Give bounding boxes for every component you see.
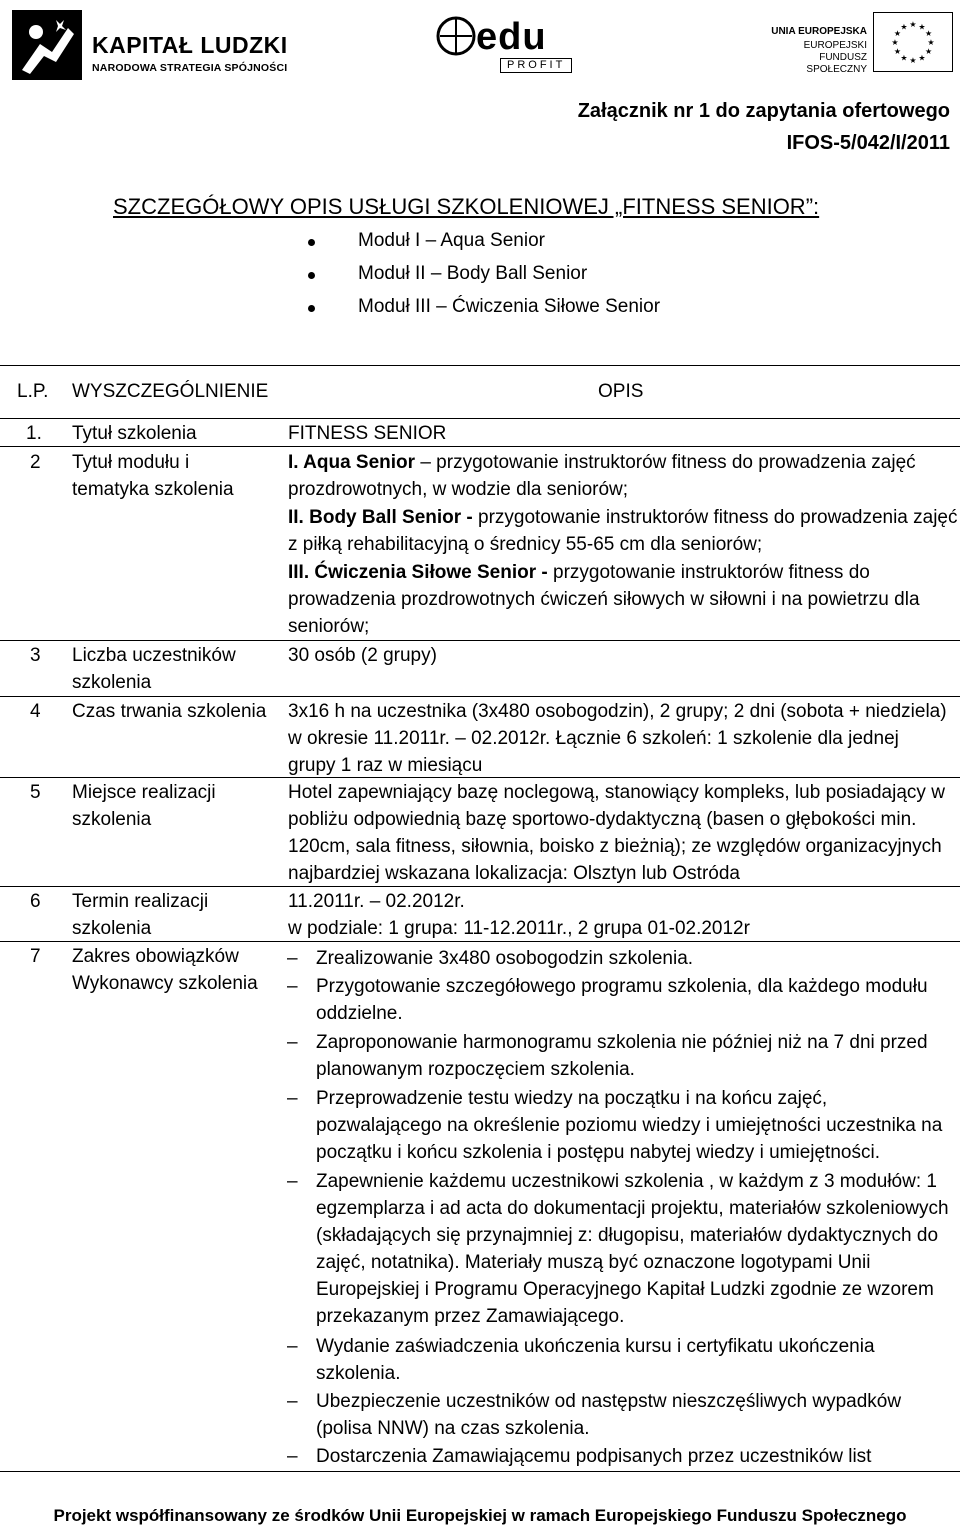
eu-star-icon: ★ [927,38,935,47]
eu-star-icon: ★ [918,22,926,32]
eu-star-icon: ★ [900,53,908,63]
edu-text: edu [476,16,547,58]
row-number: 3 [30,645,41,666]
list-dash: – [287,1446,298,1467]
row-number: 7 [30,946,41,967]
eu-star-icon: ★ [918,53,926,63]
list-item: Dostarczenia Zamawiającemu podpisanych przez uczestników list [316,1446,872,1467]
page-title: SZCZEGÓŁOWY OPIS USŁUGI SZKOLENIOWEJ „FITNESS SENIOR”: [113,194,820,219]
edu-profit-text: PROFIT [500,58,572,73]
attachment-line1: Załącznik nr 1 do zapytania ofertowego [577,100,950,122]
list-dash: – [287,1171,298,1192]
eu-flag-icon [873,12,953,72]
row-value: 3x16 h na uczestnika (3x480 osobogodzin), 2 grupy; 2 dni (sobota + niedziela) w okresie 11.2011r. – 02.2012r. Łącznie 6 szkoleń: 1 szkolenie dla jednej grupy 1 raz w miesiącu [288,701,947,776]
list-item: Zrealizowanie 3x480 osobogodzin szkolenia. [316,948,694,969]
row-label: Tytuł szkolenia [72,423,197,444]
list-item: Przygotowanie szczegółowego programu szkolenia, dla każdego modułu oddzielne. [316,976,928,1024]
list-dash: – [287,976,298,997]
kapital-ludzki-logo [12,10,302,80]
row-number: 5 [30,782,41,803]
eu-star-icon: ★ [925,29,933,38]
table-head-lp: L.P. [17,381,49,402]
ue-line3: FUNDUSZ SPOŁECZNY [806,52,867,75]
table-head-opis: OPIS [598,381,644,402]
list-item: Wydanie zaświadczenia ukończenia kursu i certyfikatu ukończenia szkolenia. [316,1336,875,1384]
eu-star-icon: ★ [909,20,917,29]
list-dash: – [287,1336,298,1357]
list-item: Zaproponowanie harmonogramu szkolenia nie później niż na 7 dni przed planowanym rozpoczęciem szkolenia. [316,1032,928,1080]
eu-star-icon: ★ [925,47,933,56]
eu-star-icon: ★ [900,22,908,32]
footer-note: Projekt współfinansowany ze środków Unii Europejskiej w ramach Europejskiego Funduszu Społecznego [53,1506,907,1525]
eu-star-icon: ★ [891,38,899,47]
eu-star-icon: ★ [909,56,917,65]
ue-line2: EUROPEJSKI [803,40,867,51]
module-description: I. Aqua Senior – przygotowanie instruktorów fitness do prowadzenia zajęć prozdrowotnych, w wodzie dla seniorów; [288,452,916,500]
eu-star-icon: ★ [893,47,901,56]
list-dash: – [287,1391,298,1412]
list-item: Ubezpieczenie uczestników od następstw nieszczęśliwych wypadków (polisa NNW) na czas szkolenia. [316,1391,902,1439]
list-dash: – [287,1032,298,1053]
kapital-ludzki-emblem-icon [12,10,82,80]
row-value: w podziale: 1 grupa: 11-12.2011r., 2 grupa 01-02.2012r [288,918,750,939]
row-value: 30 osób (2 grupy) [288,645,437,666]
module-item: Moduł I – Aqua Senior [320,230,545,252]
row-number: 4 [30,701,41,722]
kl-subtitle: NARODOWA STRATEGIA SPÓJNOŚCI [92,62,288,74]
eu-star-icon: ★ [893,29,901,38]
module-description: II. Body Ball Senior - przygotowanie instruktorów fitness do prowadzenia zajęć z piłką rehabilitacyjną o średnicy 55-65 cm dla seniorów; [288,507,958,555]
row-number: 2 [30,452,41,473]
row-number: 1. [26,423,42,444]
row-number: 6 [30,891,41,912]
row-label: Tytuł modułu i tematyka szkolenia [72,452,234,500]
eu-logo [758,12,953,74]
row-value: Hotel zapewniający bazę noclegową, stanowiący kompleks, lub posiadający w pobliżu odpowiednią bazę sportowo-dydaktyczną (basen o głębokości min. 120cm, sala fitness, siłownia, boisko z bieżnią); ze względów organizacyjnych najbardziej wskazana lokalizacja: Olsztyn lub Ostróda [288,782,945,884]
row-label: Miejsce realizacji szkolenia [72,782,216,830]
row-label: Termin realizacji szkolenia [72,891,209,939]
row-label: Liczba uczestników szkolenia [72,645,236,693]
list-dash: – [287,1088,298,1109]
module-item: Moduł II – Body Ball Senior [320,263,587,285]
row-value: 11.2011r. – 02.2012r. [288,891,465,912]
row-value: FITNESS SENIOR [288,423,447,444]
kl-title: KAPITAŁ LUDZKI [92,32,288,58]
row-label: Czas trwania szkolenia [72,701,267,722]
module-description: III. Ćwiczenia Siłowe Senior - przygotowanie instruktorów fitness do prowadzenia prozdrowotnych ćwiczeń siłowych w siłowni i na powietrzu dla seniorów; [288,562,920,637]
ue-line1: UNIA EUROPEJSKA [771,26,867,37]
table-head-spec: WYSZCZEGÓLNIENIE [72,381,269,402]
module-item: Moduł III – Ćwiczenia Siłowe Senior [320,296,660,318]
list-item: Przeprowadzenie testu wiedzy na początku i na końcu zajęć, pozwalającego na określenie poziomu wiedzy i umiejętności uczestnika na początku i końcu szkolenia i postępu nabytej wiedzy i umiejętności. [316,1088,943,1163]
list-item: Zapewnienie każdemu uczestnikowi szkolenia , w każdym z 3 modułów: 1 egzemplarza i ad acta do dokumentacji projektu, materiałów szkoleniowych (składających się przynajmniej z: długopisu, materiałów dydaktycznych do zajęć, notatnika). Materiały muszą być oznaczone logotypami Unii Europejskiej i Programu Operacyjnego Kapitał Ludzki zgodnie ze wzorem przekazanym przez Zamawiającego. [316,1171,949,1327]
attachment-line2: IFOS-5/042/I/2011 [786,132,950,154]
edu-globe-icon [436,16,476,56]
row-label: Zakres obowiązków Wykonawcy szkolenia [72,946,258,994]
edu-profit-logo [436,12,576,72]
list-dash: – [287,948,298,969]
